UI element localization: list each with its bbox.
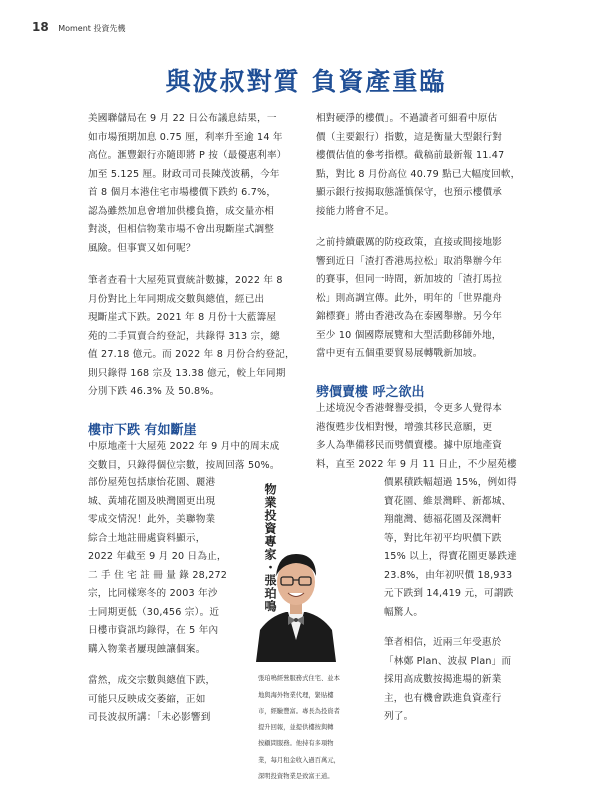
article-title: 與波叔對質 負資產重臨	[165, 67, 447, 96]
text-line: 「林鄭 Plan、波叔 Plan」而	[384, 655, 512, 667]
text-line: 張珀鳴經營服務式住宅、並本	[258, 675, 340, 683]
left-paragraph-2	[88, 272, 301, 402]
right-paragraph-3b	[384, 474, 534, 622]
text-line: 對淡，但相信物業市場不會出現斷崖式調整	[88, 224, 275, 235]
text-line: 零成交情況！此外，美聯物業	[88, 514, 216, 525]
text-line: 二 手 住 宅 註 冊 量 錄 28,272	[88, 569, 228, 581]
text-line: 15% 以上，得寶花園更暴跌達	[384, 551, 517, 562]
section-heading-2: 劈價賣樓 呼之欲出	[316, 385, 425, 400]
text-line: 當然，成交宗數與總值下跌，	[88, 675, 216, 686]
text-line: 相對硬淨的樓價」。不過讀者可細看中原估	[316, 113, 498, 124]
text-line: 元下跌到 14,419 元，可謂跌	[384, 588, 514, 599]
text-line: 料，直至 2022 年 9 月 11 日止，不少屋苑樓	[316, 458, 517, 470]
text-line: 認為雖然加息會增加供樓負擔，成交量亦相	[88, 205, 275, 217]
text-line: 司長波叔所講：「未必影響到	[88, 712, 211, 723]
left-paragraph-4	[88, 672, 258, 728]
text-line: 如市場預期加息 0.75 厘，利率升至逾 14 年	[88, 131, 283, 143]
text-line: 幅驚人。	[384, 606, 424, 618]
right-paragraph-2	[316, 234, 530, 364]
text-line: 樓價估值的參考指標。截稿前最新報 11.47	[316, 150, 505, 161]
author-vertical-title: 物業投資專家・張珀鳴	[263, 483, 277, 613]
section-heading-1: 樓市下跌 有如斷崖	[88, 423, 197, 438]
text-line: 寶花園、維景灣畔、新都城、	[384, 495, 512, 507]
text-line: 加至 5.125 厘。財政司司長陳茂波稱，今年	[88, 168, 280, 180]
text-line: 首 8 個月本港住宅市場樓價下跌約 6.7%，	[88, 187, 277, 198]
page-number: 18	[32, 20, 49, 34]
right-paragraph-1	[316, 110, 530, 221]
author-photo	[250, 530, 342, 662]
text-line: 筆者相信，近兩三年受惠於	[384, 637, 502, 648]
text-line: 顯示銀行按揭取態謹慎保守，也預示樓價承	[316, 187, 503, 198]
text-line: 至少 10 個國際展覽和大型活動移師外地，	[316, 329, 502, 341]
text-line: 美國聯儲局在 9 月 22 日公布議息結果，一	[88, 113, 277, 124]
publication-name: Moment 投資先機	[58, 24, 126, 33]
text-line: 多人為準備移民而劈價賣樓。據中原地產資	[316, 440, 503, 451]
text-line: 錦標賽」將由香港改為在泰國舉辦。另今年	[316, 311, 503, 322]
text-line: 交數目，只錄得個位宗數，按周回落 50%。	[88, 459, 280, 471]
text-line: 2022 年截至 9 月 20 日為止，	[88, 551, 227, 562]
text-line: 購入物業者屢現蝕讓個案。	[88, 643, 206, 655]
text-line: 現斷崖式下跌。2021 年 8 月份十大藍籌屋	[88, 312, 277, 323]
text-line: 則只錄得 168 宗及 13.38 億元，較上年同期	[88, 367, 286, 379]
left-paragraph-3b	[88, 474, 258, 659]
text-line: 列了。	[384, 711, 414, 722]
text-line: 23.8%，由年初呎價 18,933	[384, 569, 513, 581]
text-line: 價累積跌幅超過 15%，例如得	[384, 477, 517, 488]
text-line: 當中更有五個重要貿易展轉戰新加坡。	[316, 348, 483, 359]
text-line: 之前持續嚴厲的防疫政策，直接或間接地影	[316, 237, 503, 248]
text-line: 值 27.18 億元。而 2022 年 8 月份合約登記，	[88, 349, 295, 360]
text-line: 分別下跌 46.3% 及 50.8%。	[88, 386, 220, 397]
text-line: 中原地產十大屋苑 2022 年 9 月中的周末成	[88, 441, 280, 452]
text-line: 等，對比年初平均呎價下跌	[384, 532, 502, 544]
page-header	[32, 20, 125, 34]
text-line: 採用高成數按揭進場的新業	[384, 674, 502, 685]
author-caption	[258, 668, 353, 788]
text-line: 接能力將會不足。	[316, 205, 395, 217]
text-line: 深明投資物業是致富王道。	[258, 773, 334, 781]
text-line: 月份對比上年同期成交數與總值，經已出	[88, 293, 265, 305]
text-line: 上述境況令香港聲譽受損，令更多人覺得本	[316, 403, 503, 414]
right-paragraph-4	[384, 634, 534, 727]
text-line: 城、黃埔花園及映灣園更出現	[88, 495, 216, 507]
text-line: 日樓市資訊均錄得，在 5 年內	[88, 625, 219, 636]
text-line: 宗，比同樣寒冬的 2003 年沙	[88, 588, 218, 599]
left-paragraph-3a	[88, 438, 301, 475]
text-line: 可能只反映成交萎縮，正如	[88, 693, 206, 705]
text-line: 苑的二手買賣合約登記，共錄得 313 宗，總	[88, 330, 280, 342]
left-paragraph-1	[88, 110, 301, 258]
text-line: 士同期更低（30,456 宗）。近	[88, 606, 220, 618]
text-line: 點，對比 8 月份高位 40.79 點已大幅度回軟，	[316, 168, 521, 180]
text-line: 市，經驗豐富。專長為投資者	[258, 707, 340, 715]
right-paragraph-3a	[316, 400, 530, 474]
text-line: 松」則高調宣傳。此外，明年的「世界龍舟	[316, 292, 503, 304]
text-line: 價（主要銀行）指數，這是衡量大型銀行對	[316, 131, 503, 143]
text-line: 按顧問服務。他持有多項物	[258, 740, 334, 748]
text-line: 地與海外物業代理，緊貼樓	[258, 691, 334, 699]
text-line: 風險。但事實又如何呢？	[88, 242, 196, 254]
text-line: 提升回報，並提供樓按與轉	[258, 724, 334, 732]
text-line: 翔龍灣、德福花園及深灣軒	[384, 514, 502, 525]
text-line: 綜合土地註冊處資料顯示，	[88, 532, 206, 544]
text-line: 高位。滙豐銀行亦隨即將 P 按（最優惠利率）	[88, 150, 287, 161]
text-line: 港復甦步伐相對慢，增強其移民意願，更	[316, 421, 493, 433]
text-line: 響到近日「渣打香港馬拉松」取消舉辦今年	[316, 255, 503, 267]
text-line: 部份屋苑包括康怡花園、麗港	[88, 477, 216, 488]
text-line: 的賽事，但同一時間，新加坡的「渣打馬拉	[316, 274, 503, 285]
text-line: 主，也有機會跌進負資產行	[384, 692, 502, 704]
text-line: 筆者查看十大屋苑買賣統計數據，2022 年 8	[88, 275, 283, 286]
text-line: 業，每月租金收入過百萬元，	[258, 756, 340, 764]
